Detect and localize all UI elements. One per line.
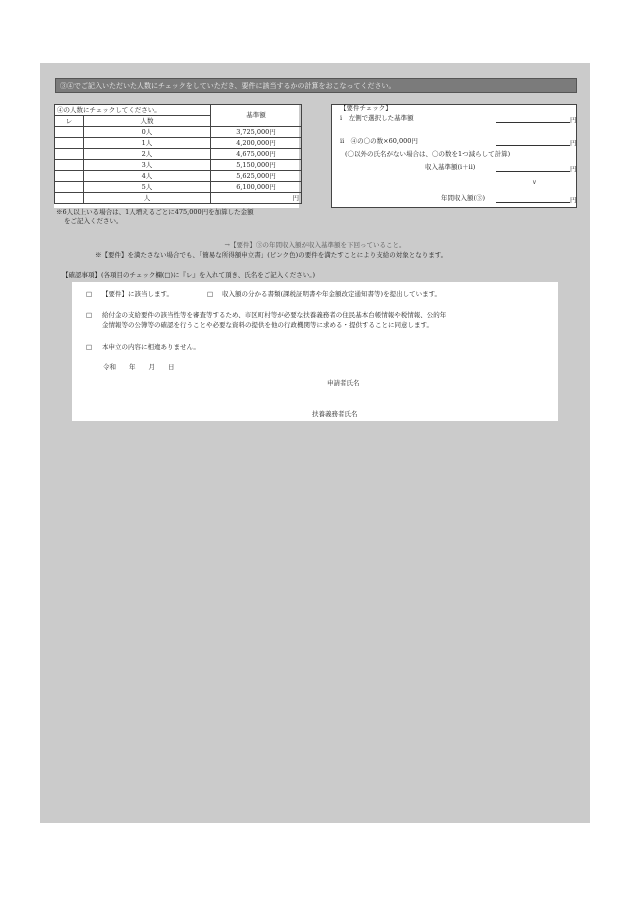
table-row[interactable] [55, 127, 302, 138]
check-cell[interactable] [55, 193, 84, 204]
confirm-item-consent-1: 給付金の支給要件の該当性等を審査等するため、市区町村等が必要な扶養義務者の住民基本台帳情報や税情報、公的年 [102, 311, 447, 319]
note-line-2: をご記入ください。 [64, 217, 123, 225]
table-row[interactable] [55, 149, 302, 160]
income-base-label: 収入基準額(i＋ii) [425, 163, 476, 171]
confirm-heading: 【確認事項】(各項目のチェック欄(□)に『レ』を入れて頂き、氏名をご記入ください。) [62, 271, 316, 279]
six-or-more-note [56, 208, 306, 226]
table-row[interactable] [55, 193, 302, 204]
item-i-label: i 左側で選択した基準額 [340, 114, 414, 122]
custom-amount-cell[interactable]: 円 [211, 193, 302, 204]
income-base-yen: 円 [570, 165, 577, 173]
base-amount-header: 基準額 [211, 105, 302, 127]
confirm-item-requirement: 【要件】に該当します。 [102, 290, 173, 298]
note-line-1: ※6人以上いる場合は、1人増えるごとに475,000円を加算した金額 [56, 208, 254, 216]
checkbox-consent[interactable]: □ [86, 311, 93, 319]
requirement-condition: →【要件】③の年間収入額が収入基準額を下回っていること。 [224, 241, 406, 249]
amount-cell: 3,725,000円 [211, 127, 302, 138]
amount-cell: 5,150,000円 [211, 160, 302, 171]
custom-count-cell[interactable]: 人 [84, 193, 211, 204]
people-count-table [54, 104, 302, 204]
checkbox-declaration[interactable]: □ [86, 343, 93, 351]
annual-income-input-line[interactable] [496, 202, 570, 203]
table-row[interactable] [55, 160, 302, 171]
confirm-item-declaration: 本申立の内容に相違ありません。 [102, 343, 200, 351]
date-field[interactable]: 令和 年 月 日 [103, 363, 175, 371]
confirm-item-documents: 収入額の分かる書類(課税証明書や年金額改定通知書等)を提出しています。 [222, 290, 442, 298]
table-row[interactable] [55, 171, 302, 182]
item-ii-note: (〇以外の氏名がない場合は、〇の数を1つ減らして計算) [345, 150, 511, 158]
requirement-alternative-note: ※【要件】を満たさない場合でも、「簡易な所得額申立書」(ピンク色)の要件を満たすことにより支給の対象となります。 [95, 251, 448, 259]
annual-income-label: 年間収入額(③) [441, 194, 486, 202]
count-cell: 3人 [84, 160, 211, 171]
item-i-yen: 円 [570, 116, 577, 124]
annual-income-yen: 円 [570, 196, 577, 204]
requirement-check-title: 【要件チェック】 [340, 104, 392, 112]
count-header: 人数 [84, 116, 211, 127]
table-row[interactable] [55, 138, 302, 149]
applicant-name-label: 申請者氏名 [327, 379, 360, 387]
confirm-item-consent-2: 金情報等の公簿等の確認を行うことや必要な資料の提供を他の行政機関等に求める・提供することに同意します。 [102, 321, 433, 329]
check-cell[interactable] [55, 127, 84, 138]
supporter-name-label: 扶養義務者氏名 [312, 410, 358, 418]
item-i-input-line[interactable] [496, 122, 570, 123]
income-base-input-line[interactable] [496, 171, 570, 172]
checkbox-requirement[interactable]: □ [86, 290, 93, 298]
check-cell[interactable] [55, 138, 84, 149]
people-table-title: ④の人数にチェックしてください。 [55, 105, 211, 116]
table-row[interactable] [55, 182, 302, 193]
item-ii-input-line[interactable] [496, 145, 570, 146]
check-cell[interactable] [55, 149, 84, 160]
item-ii-label: ii ④の〇の数×60,000円 [340, 137, 418, 145]
amount-cell: 4,675,000円 [211, 149, 302, 160]
count-cell: 5人 [84, 182, 211, 193]
count-cell: 0人 [84, 127, 211, 138]
amount-cell: 5,625,000円 [211, 171, 302, 182]
count-cell: 4人 [84, 171, 211, 182]
item-ii-yen: 円 [570, 139, 577, 147]
count-cell: 2人 [84, 149, 211, 160]
check-cell[interactable] [55, 182, 84, 193]
amount-cell: 4,200,000円 [211, 138, 302, 149]
checkbox-documents[interactable]: □ [207, 290, 214, 298]
check-cell[interactable] [55, 171, 84, 182]
comparison-symbol: ∨ [532, 178, 537, 186]
instruction-bar: ③④でご記入いただいた人数にチェックをしていただき、要件に該当するかの計算をおこなってください。 [55, 78, 577, 93]
count-cell: 1人 [84, 138, 211, 149]
check-cell[interactable] [55, 160, 84, 171]
check-header: レ [55, 116, 84, 127]
amount-cell: 6,100,000円 [211, 182, 302, 193]
